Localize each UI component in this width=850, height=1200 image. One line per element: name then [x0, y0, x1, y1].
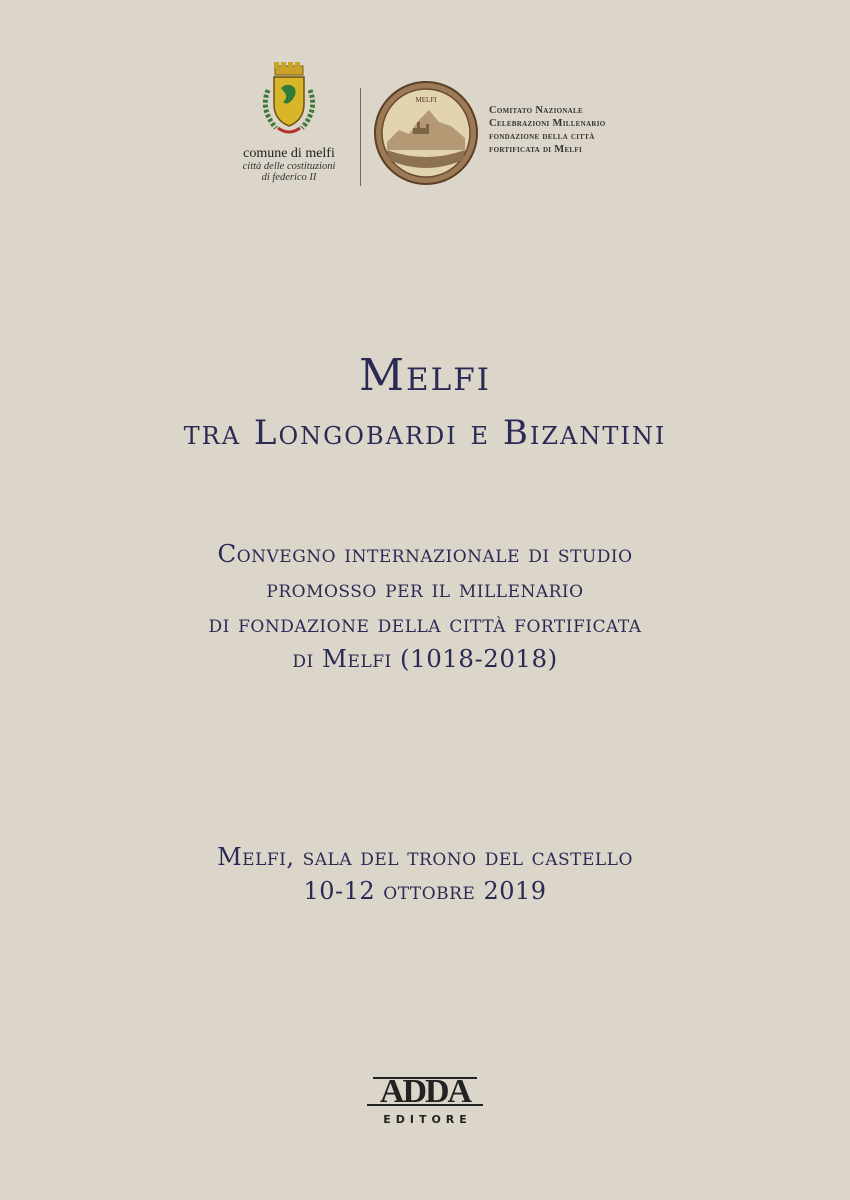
comitato-line-2: Celebrazioni Millenario — [489, 118, 606, 129]
conference-description — [0, 536, 850, 676]
comune-subtitle-2: di federico II — [261, 172, 317, 183]
comune-logo — [225, 60, 353, 183]
melfi-crest-icon — [254, 60, 324, 144]
event-place: Melfi, sala del trono del castello — [217, 843, 633, 871]
publisher-label: EDITORE — [383, 1113, 472, 1126]
comitato-line-1: Comitato Nazionale — [489, 105, 583, 116]
adda-logo-icon — [363, 1072, 487, 1112]
event-info — [0, 840, 850, 908]
book-subtitle: tra Longobardi e Bizantini — [183, 413, 667, 453]
comitato-text — [489, 104, 659, 156]
comune-subtitle-1: città delle costituzioni — [242, 161, 336, 172]
book-title: Melfi — [358, 350, 492, 401]
comune-name: comune di melfi — [243, 146, 335, 161]
publisher-logo — [355, 1072, 495, 1126]
adda-logo-text: ADDA — [379, 1073, 471, 1110]
description-line-1: Convegno internazionale di studio — [217, 539, 633, 568]
description-line-4: di Melfi (1018-2018) — [292, 644, 558, 673]
comitato-line-4: fortificata di Melfi — [489, 144, 582, 155]
logo-divider — [360, 88, 361, 186]
event-dates: 10-12 ottobre 2019 — [303, 877, 547, 905]
description-line-3: di fondazione della città fortificata — [208, 609, 642, 638]
seal-text: MELFI — [415, 96, 437, 104]
comitato-line-3: fondazione della città — [489, 131, 595, 142]
description-line-2: promosso per il millenario — [266, 574, 584, 603]
millenario-seal-icon — [373, 80, 479, 186]
header-logos — [225, 60, 655, 195]
